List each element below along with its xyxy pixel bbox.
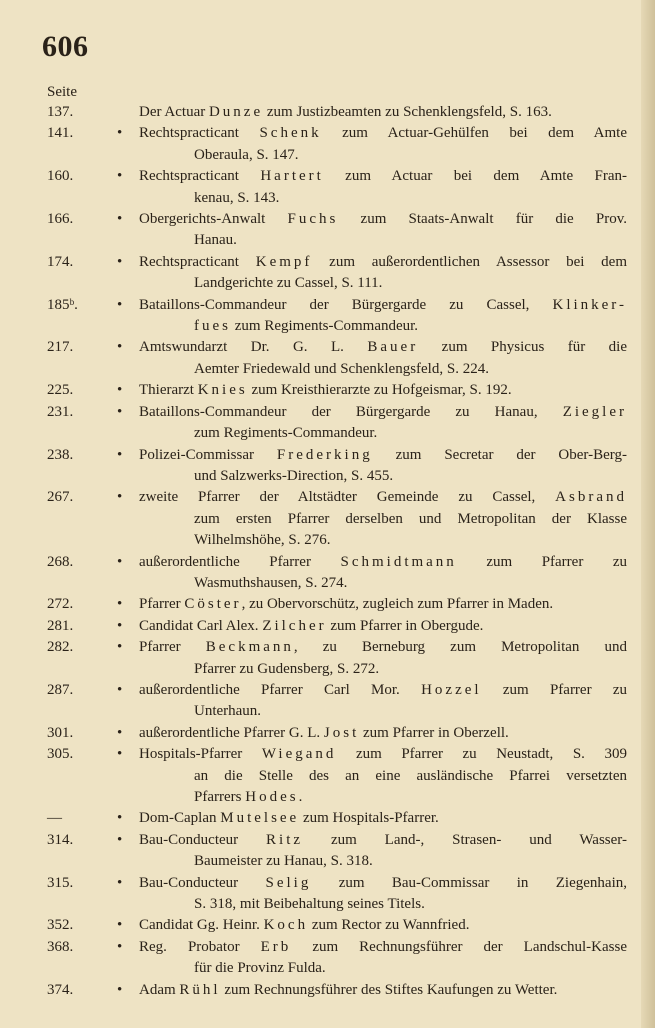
text-line bbox=[139, 509, 627, 530]
page-reference: 185ᵇ. bbox=[47, 296, 78, 313]
list-item bbox=[47, 337, 627, 380]
text-line bbox=[139, 937, 627, 958]
text-segment: Adam bbox=[139, 981, 180, 998]
text-segment: Reg. Probator bbox=[139, 938, 261, 955]
text-line bbox=[139, 166, 627, 187]
ditto-mark: • bbox=[117, 831, 123, 848]
list-item bbox=[47, 166, 627, 209]
ditto-mark bbox=[117, 102, 139, 123]
list-item bbox=[47, 808, 627, 829]
text-segment: . bbox=[298, 789, 303, 805]
person-name: Asbrand bbox=[555, 489, 627, 506]
list-item bbox=[47, 445, 627, 488]
page-reference: 238. bbox=[47, 446, 74, 463]
list-item bbox=[47, 402, 627, 445]
text-segment: zum Hospitals-Pfarrer. bbox=[299, 810, 439, 827]
person-name: Bauer bbox=[367, 339, 419, 356]
text-segment: Der Actuar bbox=[139, 104, 209, 120]
text-segment: zum Pfarrer in Obergude. bbox=[326, 617, 484, 634]
person-name: Cöster bbox=[184, 596, 242, 613]
entry-text bbox=[139, 380, 627, 401]
text-line bbox=[139, 466, 627, 487]
entry-text bbox=[139, 744, 627, 808]
page-reference: 305. bbox=[47, 746, 74, 763]
text-segment: und Salzwerks-Direction, S. 455. bbox=[194, 467, 394, 484]
ditto-mark: • bbox=[117, 168, 123, 185]
text-segment: zum Land-, Strasen- und Wasser- bbox=[303, 831, 627, 848]
text-line bbox=[139, 680, 627, 701]
entry-text bbox=[139, 252, 627, 295]
text-line bbox=[139, 873, 627, 894]
person-name: Jost bbox=[323, 724, 360, 741]
text-segment: Wilhelmshöhe, S. 276. bbox=[194, 532, 331, 549]
person-name: Wiegand bbox=[261, 746, 337, 763]
list-item bbox=[47, 873, 627, 916]
page-reference: 281. bbox=[47, 617, 74, 634]
person-name: Rühl bbox=[179, 981, 221, 998]
text-segment: zum Staats-Anwalt für die Prov. bbox=[338, 211, 627, 228]
list-item bbox=[47, 637, 627, 680]
text-line bbox=[139, 701, 627, 722]
text-segment: , zu Berneburg zum Metropolitan und bbox=[293, 639, 628, 656]
page-reference: 231. bbox=[47, 403, 74, 420]
list-item bbox=[47, 295, 627, 338]
page-reference: 141. bbox=[47, 125, 74, 142]
entry-text bbox=[139, 123, 627, 166]
entry-text bbox=[139, 295, 627, 338]
text-segment: Candidat Carl Alex. bbox=[139, 617, 263, 634]
text-segment: zum Secretar der Ober-Berg- bbox=[372, 446, 627, 463]
text-line bbox=[139, 808, 627, 829]
page-number: 606 bbox=[42, 30, 89, 63]
text-segment: zum Justizbeamten zu Schenklengsfeld, S. 163. bbox=[263, 104, 552, 120]
text-segment: zum Actuar bei dem Amte Fran- bbox=[323, 168, 627, 185]
list-item bbox=[47, 102, 627, 123]
list-item bbox=[47, 830, 627, 873]
entry-text bbox=[139, 680, 627, 723]
text-segment: Dom-Caplan bbox=[139, 810, 221, 827]
page-reference: 352. bbox=[47, 917, 74, 934]
list-item bbox=[47, 915, 627, 936]
text-segment: Pfarrers bbox=[194, 789, 246, 805]
text-line bbox=[139, 295, 627, 316]
text-segment: Rechtspracticant bbox=[139, 253, 256, 270]
text-segment: zum Pfarrer in Oberzell. bbox=[359, 724, 509, 741]
list-item bbox=[47, 252, 627, 295]
page-reference: 160. bbox=[47, 168, 74, 185]
person-name: Schmidtmann bbox=[340, 553, 457, 570]
ditto-mark: • bbox=[117, 810, 123, 827]
page-reference: 282. bbox=[47, 639, 74, 656]
text-line bbox=[139, 273, 627, 294]
text-line bbox=[139, 723, 627, 744]
text-line bbox=[139, 402, 627, 423]
text-segment: zweite Pfarrer der Altstädter Gemeinde zu Cassel, bbox=[139, 489, 556, 506]
text-line bbox=[139, 188, 627, 209]
text-line bbox=[139, 980, 627, 1001]
list-item bbox=[47, 209, 627, 252]
text-segment: zum Kreisthierarzte zu Hofgeismar, S. 192. bbox=[247, 382, 512, 399]
text-segment: zum Bau-Commissar in Ziegenhain, bbox=[311, 874, 627, 891]
text-line bbox=[139, 337, 627, 358]
list-item bbox=[47, 680, 627, 723]
text-segment: zum Actuar-Gehülfen bei dem Amte bbox=[321, 125, 627, 142]
text-segment: Bau-Conducteur bbox=[139, 831, 267, 848]
text-line bbox=[139, 445, 627, 466]
text-segment: zum Rechnungsführer des Stiftes Kaufungen zu Wetter. bbox=[220, 981, 558, 998]
ditto-mark: • bbox=[117, 617, 123, 634]
page-gutter-shadow bbox=[641, 0, 655, 1028]
text-segment: Polizei-Commissar bbox=[139, 446, 277, 463]
person-name: Erb bbox=[260, 938, 292, 955]
text-segment: für die Provinz Fulda. bbox=[194, 960, 326, 977]
text-line bbox=[139, 594, 627, 615]
page-reference: 374. bbox=[47, 981, 74, 998]
person-name: Selig bbox=[265, 874, 312, 891]
entry-text bbox=[139, 209, 627, 252]
entry-text bbox=[139, 166, 627, 209]
text-segment: zum Pfarrer zu Neustadt, S. 309 bbox=[336, 746, 627, 763]
text-line bbox=[139, 230, 627, 251]
list-item bbox=[47, 552, 627, 595]
text-segment: Amtswundarzt Dr. G. L. bbox=[139, 339, 368, 356]
text-segment: Candidat Gg. Heinr. bbox=[139, 917, 264, 934]
text-line bbox=[139, 145, 627, 166]
person-name: Ritz bbox=[266, 831, 304, 848]
ditto-mark: • bbox=[117, 446, 123, 463]
text-segment: zum Physicus für die bbox=[418, 339, 627, 356]
ditto-mark: • bbox=[117, 724, 123, 741]
person-name: Kempf bbox=[255, 253, 313, 270]
ditto-mark: • bbox=[117, 382, 123, 399]
entry-text bbox=[139, 830, 627, 873]
person-name: Klinker- bbox=[552, 296, 627, 313]
text-line bbox=[139, 102, 627, 123]
ditto-mark: • bbox=[117, 746, 123, 763]
page-reference: 272. bbox=[47, 596, 74, 613]
text-line bbox=[139, 787, 627, 808]
text-segment: Aemter Friedewald und Schenklengsfeld, S. 224. bbox=[194, 360, 489, 377]
list-item bbox=[47, 980, 627, 1001]
page-reference: 137. bbox=[47, 104, 74, 120]
text-line bbox=[139, 487, 627, 508]
page-reference: 166. bbox=[47, 211, 74, 228]
text-segment: zum Pfarrer zu bbox=[456, 553, 628, 570]
text-segment: Rechtspracticant bbox=[139, 125, 260, 142]
page-reference: 368. bbox=[47, 938, 74, 955]
ditto-mark: • bbox=[117, 253, 123, 270]
text-segment: kenau, S. 143. bbox=[194, 189, 280, 206]
person-name: Hartert bbox=[260, 168, 324, 185]
entry-text bbox=[139, 808, 627, 829]
list-item bbox=[47, 380, 627, 401]
entry-text bbox=[139, 102, 627, 123]
person-name: Ziegler bbox=[562, 403, 627, 420]
text-segment: zum außerordentlichen Assessor bei dem bbox=[312, 253, 627, 270]
page-reference: 268. bbox=[47, 553, 74, 570]
text-line bbox=[139, 616, 627, 637]
text-segment: Oberaula, S. 147. bbox=[194, 146, 299, 163]
entry-text bbox=[139, 937, 627, 980]
person-name: Koch bbox=[263, 917, 309, 934]
entry-text bbox=[139, 552, 627, 595]
person-name: fues bbox=[194, 318, 231, 335]
text-line bbox=[139, 894, 627, 915]
entry-text bbox=[139, 723, 627, 744]
person-name: Knies bbox=[197, 382, 248, 399]
text-segment: Pfarrer bbox=[139, 639, 206, 656]
ditto-mark: • bbox=[117, 639, 123, 656]
text-segment: zum Pfarrer zu bbox=[481, 681, 628, 698]
text-line bbox=[139, 252, 627, 273]
text-segment: Pfarrer zu Gudensberg, S. 272. bbox=[194, 660, 380, 677]
entry-text bbox=[139, 337, 627, 380]
ditto-mark: • bbox=[117, 339, 123, 356]
page-reference: 301. bbox=[47, 724, 74, 741]
person-name: Mutelsee bbox=[220, 810, 300, 827]
text-line bbox=[139, 380, 627, 401]
page-reference: 314. bbox=[47, 831, 74, 848]
page-reference: — bbox=[47, 810, 62, 827]
ditto-mark: • bbox=[117, 296, 123, 313]
ditto-mark: • bbox=[117, 938, 123, 955]
text-segment: Obergerichts-Anwalt bbox=[139, 211, 288, 228]
ditto-mark: • bbox=[117, 981, 123, 998]
entry-text bbox=[139, 616, 627, 637]
person-name: Beckmann bbox=[205, 639, 294, 656]
entry-text bbox=[139, 445, 627, 488]
ditto-mark: • bbox=[117, 874, 123, 891]
page-reference: 217. bbox=[47, 339, 74, 356]
text-line bbox=[139, 530, 627, 551]
entry-text bbox=[139, 637, 627, 680]
page-reference: 225. bbox=[47, 382, 74, 399]
entry-text bbox=[139, 487, 627, 551]
text-line bbox=[139, 423, 627, 444]
text-segment: zum Regiments-Commandeur. bbox=[231, 318, 419, 335]
person-name: Hozzel bbox=[421, 681, 482, 698]
text-line bbox=[139, 851, 627, 872]
ditto-mark: • bbox=[117, 125, 123, 142]
text-line bbox=[139, 637, 627, 658]
text-line bbox=[139, 915, 627, 936]
text-segment: Thierarzt bbox=[139, 382, 198, 399]
page-reference: 267. bbox=[47, 489, 74, 506]
text-line bbox=[139, 744, 627, 765]
text-segment: zum Rector zu Wannfried. bbox=[308, 917, 470, 934]
person-name: Dunze bbox=[208, 104, 264, 120]
ditto-mark: • bbox=[117, 596, 123, 613]
text-line bbox=[139, 552, 627, 573]
ditto-mark: • bbox=[117, 489, 123, 506]
ditto-mark: • bbox=[117, 553, 123, 570]
text-segment: Unterhaun. bbox=[194, 703, 262, 720]
page-reference: 287. bbox=[47, 681, 74, 698]
text-segment: Rechtspracticant bbox=[139, 168, 261, 185]
text-segment: S. 318, mit Beibehaltung seines Titels. bbox=[194, 896, 425, 913]
text-segment: Bau-Conducteur bbox=[139, 874, 266, 891]
text-segment: zum ersten Pfarrer derselben und Metropolitan der Klasse bbox=[194, 510, 627, 527]
entry-text bbox=[139, 873, 627, 916]
text-segment: außerordentliche Pfarrer Carl Mor. bbox=[139, 681, 422, 698]
text-line bbox=[139, 958, 627, 979]
text-line bbox=[139, 766, 627, 787]
text-segment: an die Stelle des an eine ausländische Pfarrei versetzten bbox=[194, 767, 627, 784]
page-reference: 315. bbox=[47, 874, 74, 891]
text-segment: Baumeister zu Hanau, S. 318. bbox=[194, 853, 373, 870]
text-segment: Hospitals-Pfarrer bbox=[139, 746, 262, 763]
list-item bbox=[47, 487, 627, 551]
page-reference: 174. bbox=[47, 253, 74, 270]
list-item bbox=[47, 744, 627, 808]
text-segment: Bataillons-Commandeur der Bürgergarde zu Cassel, bbox=[139, 296, 553, 313]
text-segment: außerordentliche Pfarrer bbox=[139, 553, 341, 570]
list-item bbox=[47, 616, 627, 637]
column-header-seite: Seite bbox=[47, 84, 77, 100]
text-segment: zum Rechnungsführer der Landschul-Kasse bbox=[291, 938, 627, 955]
person-name: Hodes bbox=[245, 789, 299, 805]
text-line bbox=[139, 830, 627, 851]
person-name: Fuchs bbox=[287, 211, 339, 228]
text-segment: zum Regiments-Commandeur. bbox=[194, 425, 378, 442]
entry-text bbox=[139, 980, 627, 1001]
text-segment: Bataillons-Commandeur der Bürgergarde zu Hanau, bbox=[139, 403, 563, 420]
entry-text bbox=[139, 915, 627, 936]
ditto-mark: • bbox=[117, 917, 123, 934]
text-segment: Hanau. bbox=[194, 232, 237, 249]
text-segment: Landgerichte zu Cassel, S. 111. bbox=[194, 275, 383, 292]
person-name: Schenk bbox=[259, 125, 322, 142]
text-line bbox=[139, 123, 627, 144]
list-item bbox=[47, 594, 627, 615]
text-line bbox=[139, 209, 627, 230]
list-item bbox=[47, 937, 627, 980]
person-name: Zilcher bbox=[262, 617, 327, 634]
entry-text bbox=[139, 402, 627, 445]
appointment-list bbox=[47, 102, 627, 1001]
text-line bbox=[139, 316, 627, 337]
text-line bbox=[139, 359, 627, 380]
ditto-mark: • bbox=[117, 211, 123, 228]
list-item bbox=[47, 123, 627, 166]
text-line bbox=[139, 659, 627, 680]
text-line bbox=[139, 573, 627, 594]
text-segment: Wasmuthshausen, S. 274. bbox=[194, 574, 348, 591]
list-item bbox=[47, 723, 627, 744]
person-name: Frederking bbox=[276, 446, 373, 463]
ditto-mark: • bbox=[117, 403, 123, 420]
entry-text bbox=[139, 594, 627, 615]
text-segment: , zu Obervorschütz, zugleich zum Pfarrer in Maden. bbox=[241, 596, 554, 613]
ditto-mark: • bbox=[117, 681, 123, 698]
text-segment: außerordentliche Pfarrer G. L. bbox=[139, 724, 324, 741]
text-segment: Pfarrer bbox=[139, 596, 185, 613]
